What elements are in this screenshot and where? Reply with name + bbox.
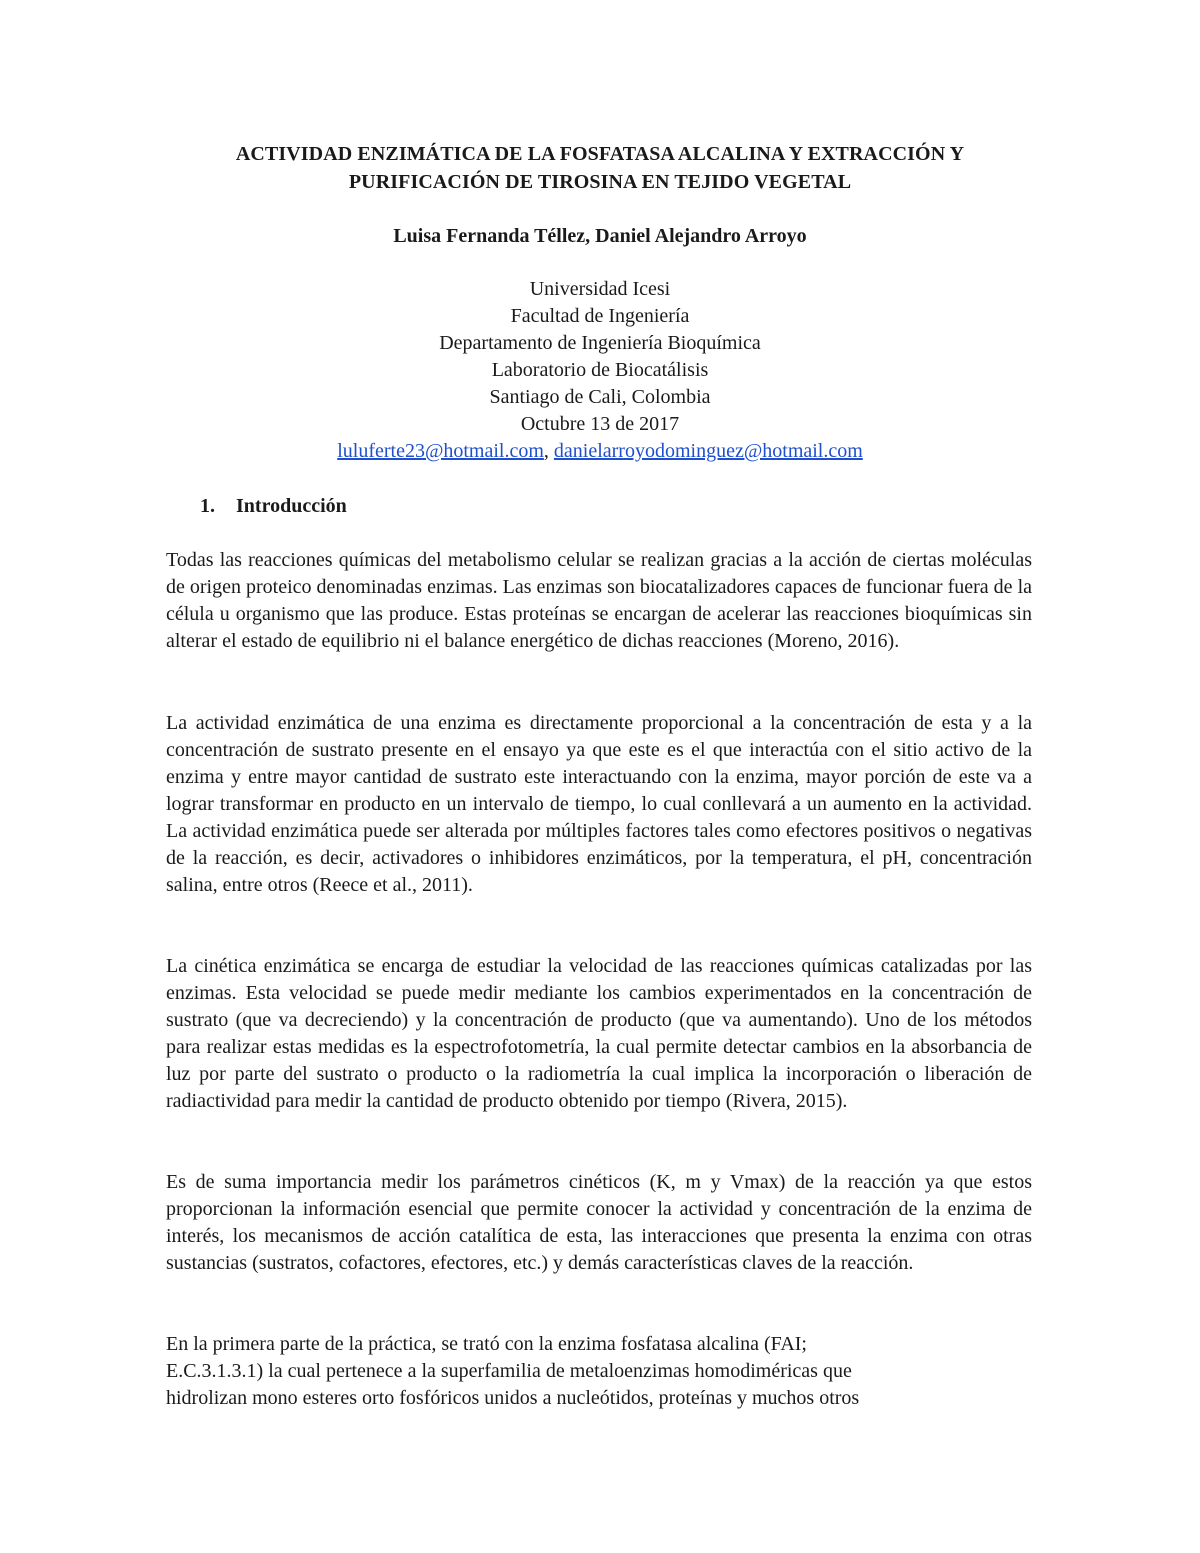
- email-separator: ,: [543, 440, 554, 462]
- paragraph-4: Es de suma importancia medir los parámetros cinéticos (K, m y Vmax) de la reacción ya que estos proporcionan la información esencial que permite conocer la actividad y concentración de la enzima de interés, los mecanismos de acción catalítica de esta, las interacciones que presenta la enzima con otras sustancias (sustratos, cofactores, efectores, etc.) y demás características claves de la reacción.: [166, 1171, 1032, 1274]
- document-date: Octubre 13 de 2017: [520, 413, 680, 435]
- paragraph-5-line-2: E.C.3.1.3.1) la cual pertenece a la superfamilia de metaloenzimas homodiméricas que: [166, 1360, 852, 1382]
- affiliation-location: Santiago de Cali, Colombia: [489, 386, 711, 408]
- affiliation-university: Universidad Icesi: [529, 278, 671, 300]
- paragraph-3: La cinética enzimática se encarga de estudiar la velocidad de las reacciones químicas catalizadas por las enzimas. Esta velocidad se puede medir mediante los cambios experimentados en la concentración de sustrato (que va decreciendo) y la concentración de producto (que va aumentando). Uno de los métodos para realizar estas medidas es la espectrofotometría, la cual permite detectar cambios en la absorbancia de luz por parte del sustrato o producto o la radiometría la cual implica la incorporación o liberación de radiactividad para medir la cantidad de producto obtenido por tiempo (Rivera, 2015).: [166, 955, 1032, 1112]
- paragraph-1: Todas las reacciones químicas del metabolismo celular se realizan gracias a la acción de ciertas moléculas de origen proteico denominadas enzimas. Las enzimas son biocatalizadores capaces de funcionar fuera de la célula u organismo que las produce. Estas proteínas se encargan de acelerar las reacciones bioquímicas sin alterar el estado de equilibrio ni el balance energético de dichas reacciones (Moreno, 2016).: [166, 549, 1032, 652]
- author-list: Luisa Fernanda Téllez, Daniel Alejandro Arroyo: [393, 225, 807, 247]
- email-link-1[interactable]: luluferte23@hotmail.com: [337, 440, 544, 462]
- paragraph-5-line-1: En la primera parte de la práctica, se trató con la enzima fosfatasa alcalina (FAI;: [166, 1333, 807, 1355]
- paragraph-5-line-3: hidrolizan mono esteres orto fosfóricos unidos a nucleótidos, proteínas y muchos otros: [166, 1387, 860, 1409]
- paper-title-line-2: PURIFICACIÓN DE TIROSINA EN TEJIDO VEGETAL: [348, 171, 852, 193]
- section-heading-introduction: [200, 492, 347, 520]
- section-number: 1.: [200, 495, 215, 517]
- affiliation-faculty: Facultad de Ingeniería: [510, 305, 690, 327]
- email-link-2[interactable]: danielarroyodominguez@hotmail.com: [553, 440, 863, 462]
- paper-title-line-1: ACTIVIDAD ENZIMÁTICA DE LA FOSFATASA ALCALINA Y EXTRACCIÓN Y: [235, 143, 965, 165]
- contact-emails: [120, 438, 1080, 465]
- section-title: Introducción: [236, 495, 347, 517]
- paragraph-5: [166, 1331, 1032, 1412]
- affiliation-laboratory: Laboratorio de Biocatálisis: [491, 359, 709, 381]
- affiliation-department: Departamento de Ingeniería Bioquímica: [439, 332, 761, 354]
- paragraph-2: La actividad enzimática de una enzima es directamente proporcional a la concentración de esta y a la concentración de sustrato presente en el ensayo ya que este es el que interactúa con el sitio activo de la enzima y entre mayor cantidad de sustrato este interactuando con la enzima, mayor porción de este va a lograr transformar en producto en un intervalo de tiempo, lo cual conllevará a un aumento en la actividad. La actividad enzimática puede ser alterada por múltiples factores tales como efectores positivos o negativas de la reacción, es decir, activadores o inhibidores enzimáticos, por la temperatura, el pH, concentración salina, entre otros (Reece et al., 2011).: [166, 712, 1032, 896]
